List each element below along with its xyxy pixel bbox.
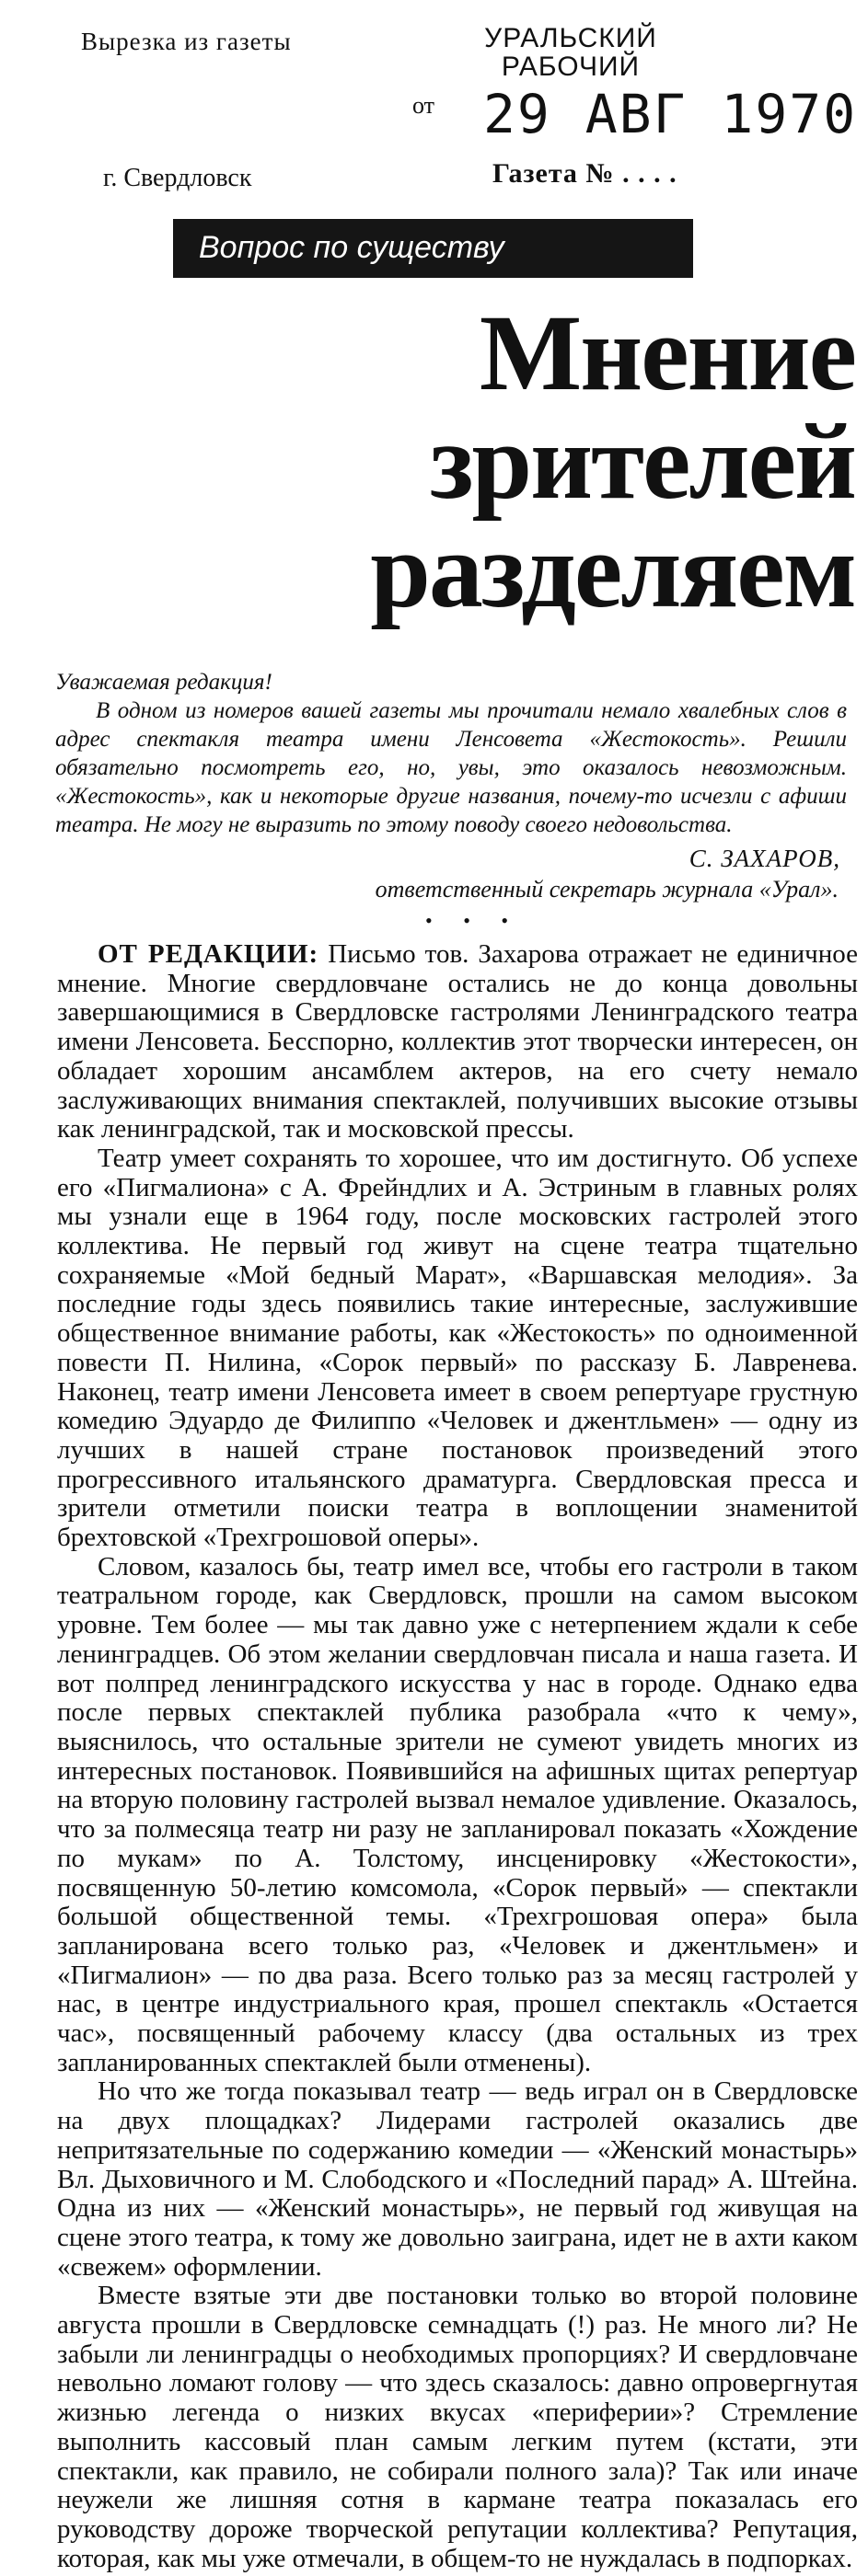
editorial-article <box>57 940 858 2573</box>
rubric-banner <box>173 219 693 278</box>
clipping-source-label: Вырезка из газеты <box>81 28 292 55</box>
letter-body: В одном из номеров вашей газеты мы прочитали немало хвалебных слов в адрес спектакля театра имени Ленсовета «Жестокость». Решили обязательно посмотреть его, но, увы, это оказалось невозможным. «Жестокость», как и некоторые другие названия, почему-то исчезли с афиши театра. Не могу не выразить по этому поводу своего недовольства. <box>55 698 847 837</box>
article-paragraph: Словом, казалось бы, театр имел все, чтобы его гастроли в таком театральном городе, как Свердловск, прошли на самом высоком уровне. Тем более — мы так давно уже с нетерпением ждали к себе ленинградцев. Об этом желании свердловчан писала и наша газета. И вот полпред ленинградского искусства у нас в городе. Однако едва после первых спектаклей публика разобрала «что к чему», выяснилось, что остальные зрители не сумеют увидеть многих из интересных постановок. Появившийся на афишных щитах репертуар на вторую половину гастролей вызвал немалое удивление. Оказалось, что за полмесяца театр ни разу не запланировал показать «Хождение по мукам» по А. Толстому, инсценировку «Жестокости», посвященную 50-летию комсомола, «Сорок первый» — спектакли большой общественной темы. «Трехгрошовая опера» была запланирована всего только раз, «Человек и джентльмен» и «Пигмалион» — по два раза. Всего только раз за месяц гастролей у нас, в центре индустриального края, прошел спектакль «Остается час», посвященный рабочему классу (два остальных из трех запланированных спектаклей были отменены). <box>57 1551 858 2077</box>
date-stamp: 29 АВГ 1970 <box>483 83 858 145</box>
signature-role: ответственный секретарь журнала «Урал». <box>375 876 839 903</box>
rubric-title: Вопрос по существу <box>199 230 504 265</box>
section-separator: • • • <box>425 909 522 932</box>
headline-line: разделяем <box>370 510 855 630</box>
gazeta-number-label: Газета № . . . . <box>492 158 677 189</box>
article-paragraph-text: Письмо тов. Захарова отражает не единичное мнение. Многие свердловчане остались не до конца довольны завершающимися в Свердловске гастролями Ленинградского театра имени Ленсовета. Бесспорно, коллектив этот творчески интересен, он обладает хорошим ансамблем актеров, на его счету немало заслуживающих внимания спектаклей, получивших высокие отзывы как ленинградской, так и московской прессы. <box>57 939 858 1144</box>
article-paragraph <box>57 940 858 1144</box>
reader-letter <box>55 668 847 839</box>
date-prefix: от <box>412 92 435 119</box>
headline <box>370 293 855 630</box>
letter-signature: С. ЗАХАРОВ, <box>689 845 840 872</box>
city-label: г. Свердловск <box>103 164 252 192</box>
article-paragraph: Вместе взятые эти две постановки только во второй половине августа прошли в Свердловске семнадцать (!) раз. Не много ли? Не забыли ли ленинградцы о необходимых пропорциях? И свердловчане невольно ломают голову — что здесь сказалось: давно опровергнутая жизнью легенда о низких вкусах «периферии»? Стремление выполнить кассовый план самым легким путем (кстати, эти спектакли, как правило, не собирали полного зала)? Так или иначе неужели же лишняя сотня в кармане театра показалась его руководству дороже творческой репутации коллектива? Репутация, которая, как мы уже отмечали, в общем-то не нуждалась в подпорках. <box>57 2281 858 2573</box>
article-paragraph: Но что же тогда показывал театр — ведь играл он в Свердловске на двух площадках? Лидерами гастролей оказались две непритязательные по содержанию комедии — «Женский монастырь» Вл. Дыховичного и М. Слободского и «Последний парад» А. Штейна. Одна из них — «Женский монастырь», не первый год живущая на сцене этого театра, к тому же довольно заиграна, идет не в ахти каком «свежем» оформлении. <box>57 2076 858 2282</box>
headline-line: зрителей <box>430 401 855 522</box>
newspaper-name: УРАЛЬСКИЙ РАБОЧИЙ <box>484 23 657 82</box>
article-paragraph: Театр умеет сохранять то хорошее, что им достигнуто. Об успехе его «Пигмалиона» с А. Фрейндлих и А. Эстриным в главных ролях мы узнали еще в 1964 году, после московских гастролей этого коллектива. Не первый год живут на сцене театра тщательно сохраняемые «Мой бедный Марат», «Варшавская мелодия». За последние годы здесь появились такие интересные, заслужившие общественное внимание работы, как «Жестокость» по одноименной повести П. Нилина, «Сорок первый» по рассказу Б. Лавренева. Наконец, театр имени Ленсовета имеет в своем репертуаре грустную комедию Эдуардо де Филиппо «Человек и джентльмен» — одну из лучших в нашей стране постановок произведений этого прогрессивного итальянского драматурга. Свердловская пресса и зрители отметили поиски театра в воплощении знаменитой брехтовской «Трехгрошовой оперы». <box>57 1143 858 1553</box>
letter-salutation: Уважаемая редакция! <box>55 670 272 695</box>
headline-line: Мнение <box>479 293 855 413</box>
editorial-lead: ОТ РЕДАКЦИИ: <box>98 939 319 969</box>
